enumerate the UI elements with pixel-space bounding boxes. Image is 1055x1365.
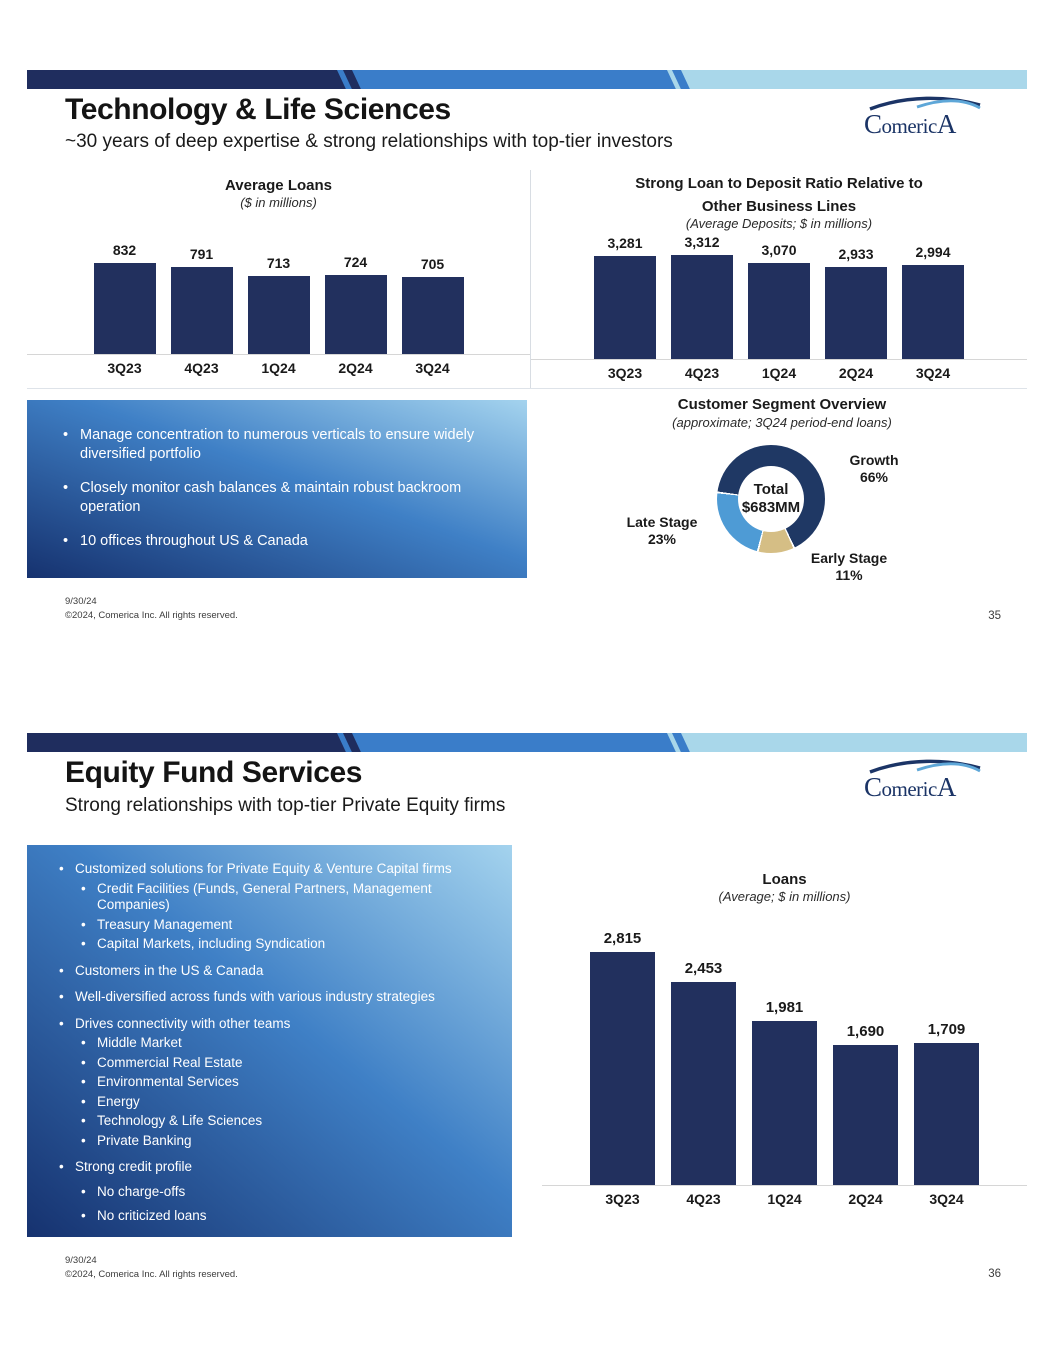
slice-pct-text: 11% xyxy=(835,567,863,583)
slice-label-text: Early Stage xyxy=(810,550,888,566)
bar-value-label: 1,709 xyxy=(927,1021,966,1038)
chart-subtitle: ($ in millions) xyxy=(240,195,317,210)
footer-date: 9/30/24 xyxy=(65,596,97,607)
key-points-box xyxy=(27,845,512,1237)
slice-label-text: Growth xyxy=(849,452,899,468)
category-label: 1Q24 xyxy=(761,365,797,381)
category-label: 1Q24 xyxy=(261,360,296,376)
category-label: 3Q23 xyxy=(107,360,142,376)
slice-pct-text: 23% xyxy=(647,531,677,547)
bar-column xyxy=(902,244,964,359)
tls-bullet-list xyxy=(61,426,487,551)
category-label: 4Q23 xyxy=(684,365,720,381)
deposits-chart xyxy=(530,170,1027,388)
logo-letter: A xyxy=(936,772,956,802)
bar-column xyxy=(833,1023,898,1185)
bar-value-label: 2,453 xyxy=(684,960,723,977)
page-number: 36 xyxy=(988,1268,1001,1280)
bar-plot xyxy=(542,913,1027,1186)
bar-value-label: 724 xyxy=(343,254,368,270)
bar-column xyxy=(825,246,887,359)
bar xyxy=(752,1021,817,1185)
bar xyxy=(590,952,655,1185)
chart-title: Loans xyxy=(762,871,807,888)
donut-center-label-2: $683MM xyxy=(741,499,801,516)
bar xyxy=(671,255,733,359)
sub-bullet-list xyxy=(79,881,498,953)
category-label: 3Q24 xyxy=(915,365,951,381)
chart-subtitle: (Average Deposits; $ in millions) xyxy=(685,216,873,231)
chart-title: Average Loans xyxy=(225,177,332,194)
category-label: 1Q24 xyxy=(767,1191,802,1207)
footer-copyright: ©2024, Comerica Inc. All rights reserved. xyxy=(65,610,238,621)
bullet-item: • Drives connectivity with other teams xyxy=(57,1016,498,1033)
bar xyxy=(902,265,964,359)
bar-value-label: 1,690 xyxy=(846,1023,885,1040)
bar xyxy=(402,277,464,354)
comerica-logo xyxy=(862,93,987,141)
slice-pct-text: 66% xyxy=(859,469,889,485)
logo-letter: omeric xyxy=(881,114,937,138)
bar xyxy=(671,982,736,1185)
bar-column xyxy=(671,960,736,1185)
bar xyxy=(825,267,887,359)
bar-value-label: 3,312 xyxy=(684,234,720,250)
sub-bullet-item: • Energy xyxy=(79,1094,498,1111)
efs-loans-chart xyxy=(542,855,1027,1207)
bar-column xyxy=(94,242,156,354)
header-banner xyxy=(27,733,1027,752)
sub-bullet-item: • Credit Facilities (Funds, General Partners, Management Companies) xyxy=(79,881,498,914)
logo-letter: omeric xyxy=(881,777,937,801)
bullet-item: • Well-diversified across funds with various industry strategies xyxy=(57,989,498,1006)
donut-center-label-1: Total xyxy=(753,481,789,498)
donut-chart-title: Customer Segment Overview xyxy=(677,396,887,413)
footer-copyright: ©2024, Comerica Inc. All rights reserved. xyxy=(65,1269,238,1280)
key-points-box xyxy=(27,400,527,578)
bullet-item: • Closely monitor cash balances & maintain robust backroom operation xyxy=(61,479,487,517)
bar-value-label: 3,070 xyxy=(761,242,797,258)
charts-row xyxy=(27,170,1027,389)
bullet-item: • Strong credit profile xyxy=(57,1159,498,1176)
category-axis xyxy=(542,1186,1027,1207)
sub-bullet-item: • Middle Market xyxy=(79,1035,498,1052)
logo-wordmark xyxy=(864,109,956,140)
bar-plot xyxy=(531,233,1027,360)
footer-date: 9/30/24 xyxy=(65,1255,97,1266)
sub-bullet-item: • Commercial Real Estate xyxy=(79,1055,498,1072)
page-title: Equity Fund Services xyxy=(65,756,363,789)
bar-value-label: 2,994 xyxy=(915,244,951,260)
bar-column xyxy=(748,242,810,359)
bar-column xyxy=(402,256,464,354)
slide-technology-life-sciences xyxy=(27,60,1027,655)
category-label: 4Q23 xyxy=(184,360,219,376)
bar xyxy=(325,275,387,354)
sub-bullet-item: • No criticized loans xyxy=(79,1208,498,1225)
bar-value-label: 713 xyxy=(266,255,291,271)
bar-value-label: 3,281 xyxy=(607,235,643,251)
category-axis xyxy=(531,360,1027,381)
bar-value-label: 832 xyxy=(112,242,137,258)
sub-bullet-item: • No charge-offs xyxy=(79,1184,498,1201)
category-label: 2Q24 xyxy=(338,360,373,376)
category-label: 4Q23 xyxy=(686,1191,721,1207)
page-title: Technology & Life Sciences xyxy=(65,93,451,126)
bar-column xyxy=(248,255,310,354)
bar-value-label: 1,981 xyxy=(765,999,804,1016)
bar-column xyxy=(671,234,733,359)
bar xyxy=(594,256,656,359)
slide-equity-fund-services xyxy=(27,725,1027,1320)
bar xyxy=(248,276,310,354)
slice-label-text: Late Stage xyxy=(626,514,698,530)
bar xyxy=(833,1045,898,1185)
bar-column xyxy=(590,930,655,1185)
donut-hole xyxy=(738,466,804,532)
chart-subtitle: (Average; $ in millions) xyxy=(718,889,851,904)
bar-value-label: 705 xyxy=(420,256,445,272)
average-loans-chart xyxy=(27,170,530,388)
category-label: 3Q23 xyxy=(607,365,643,381)
efs-bullet-list xyxy=(57,861,498,1225)
late-stage-slice-label xyxy=(610,514,714,548)
bar-plot xyxy=(27,230,530,355)
category-label: 3Q24 xyxy=(929,1191,964,1207)
category-label: 2Q24 xyxy=(838,365,874,381)
bar-value-label: 2,933 xyxy=(838,246,874,262)
bullet-item: • Manage concentration to numerous verticals to ensure widely diversified portfolio xyxy=(61,426,487,464)
donut-chart-subtitle: (approximate; 3Q24 period-end loans) xyxy=(672,415,892,430)
sub-bullet-item: • Technology & Life Sciences xyxy=(79,1113,498,1130)
category-axis xyxy=(27,355,530,376)
page-subtitle: Strong relationships with top-tier Private Equity firms xyxy=(65,795,506,816)
sub-bullet-item: • Environmental Services xyxy=(79,1074,498,1091)
sub-bullet-list xyxy=(79,1035,498,1149)
bar-column xyxy=(325,254,387,354)
logo-letter: C xyxy=(864,109,882,139)
banner-stripe-navy xyxy=(27,70,346,89)
sub-bullet-item: • Capital Markets, including Syndication xyxy=(79,936,498,953)
logo-wordmark xyxy=(864,772,956,803)
bar-column xyxy=(914,1021,979,1185)
banner-stripe-navy xyxy=(27,733,346,752)
page-number: 35 xyxy=(988,610,1001,622)
page-subtitle: ~30 years of deep expertise & strong relationships with top-tier investors xyxy=(65,131,673,152)
bar xyxy=(94,263,156,354)
bar-value-label: 2,815 xyxy=(603,930,642,947)
bar-value-label: 791 xyxy=(189,246,214,262)
chart-title-line2: Other Business Lines xyxy=(701,198,857,215)
bar-column xyxy=(594,235,656,359)
bullet-item: • Customized solutions for Private Equity & Venture Capital firms xyxy=(57,861,498,878)
bar-column xyxy=(752,999,817,1185)
bar xyxy=(914,1043,979,1185)
sub-bullet-item: • Treasury Management xyxy=(79,917,498,934)
chart-title-line1: Strong Loan to Deposit Ratio Relative to xyxy=(635,175,923,192)
category-label: 3Q24 xyxy=(415,360,450,376)
header-banner xyxy=(27,70,1027,89)
bullet-item: • Customers in the US & Canada xyxy=(57,963,498,980)
category-label: 2Q24 xyxy=(848,1191,883,1207)
bar xyxy=(171,267,233,354)
category-label: 3Q23 xyxy=(605,1191,640,1207)
bar xyxy=(748,263,810,359)
sub-bullet-list xyxy=(79,1184,498,1225)
growth-slice-label xyxy=(822,452,926,486)
logo-letter: C xyxy=(864,772,882,802)
sub-bullet-item: • Private Banking xyxy=(79,1133,498,1150)
logo-letter: A xyxy=(936,109,956,139)
bar-column xyxy=(171,246,233,354)
early-stage-slice-label xyxy=(793,550,905,584)
bullet-item: • 10 offices throughout US & Canada xyxy=(61,532,487,551)
comerica-logo xyxy=(862,756,987,804)
